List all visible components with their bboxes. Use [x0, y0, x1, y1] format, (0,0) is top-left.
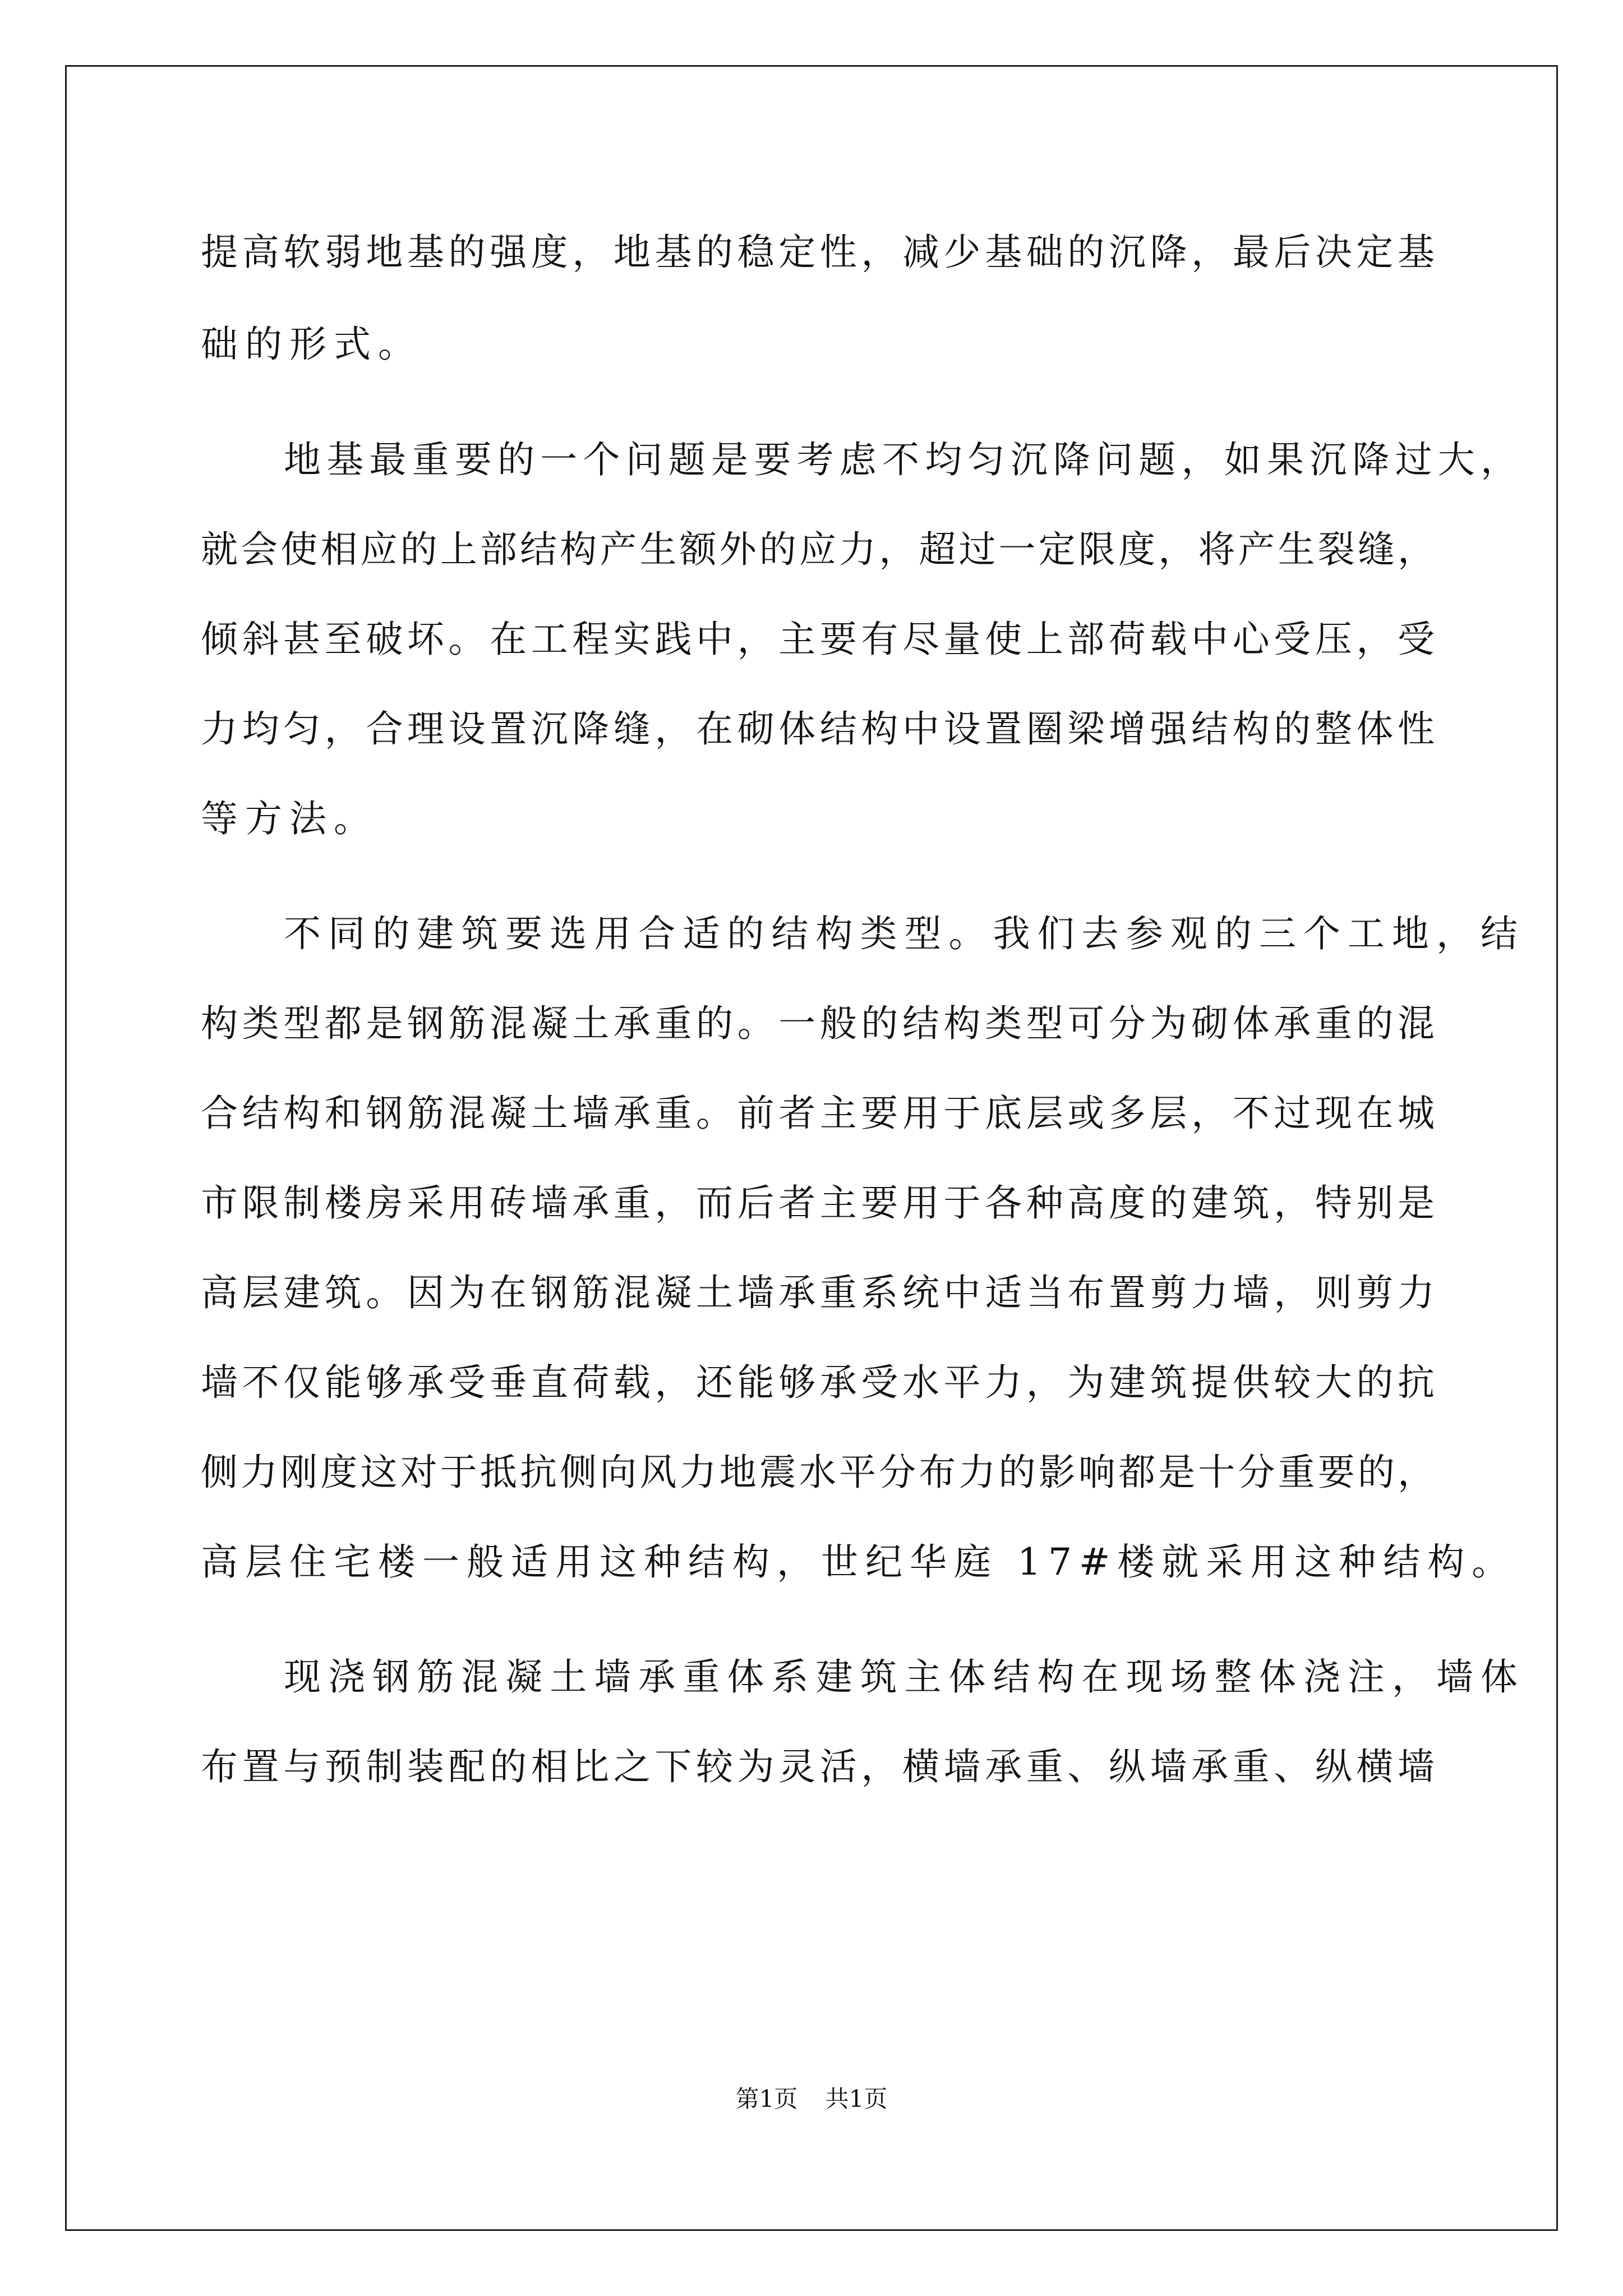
text-line-9: 构类型都是钢筋混凝土承重的。一般的结构类型可分为砌体承重的混: [201, 1002, 1435, 1045]
text-line-5: 倾斜甚至破坏。在工程实践中，主要有尽量使上部荷载中心受压，受: [201, 618, 1435, 661]
text-line-1: 提高软弱地基的强度，地基的稳定性，减少基础的沉降，最后决定基: [201, 231, 1435, 274]
text-line-2: 础的形式。: [201, 323, 422, 366]
text-line-17: 布置与预制装配的相比之下较为灵活，横墙承重、纵墙承重、纵横墙: [201, 1745, 1435, 1788]
text-line-12: 高层建筑。因为在钢筋混凝土墙承重系统中适当布置剪力墙，则剪力: [201, 1271, 1435, 1314]
text-line-11: 市限制楼房采用砖墙承重，而后者主要用于各种高度的建筑，特别是: [201, 1181, 1435, 1225]
text-line-14: 侧力刚度这对于抵抗侧向风力地震水平分布力的影响都是十分重要的，: [201, 1451, 1435, 1494]
page-footer: [65, 2082, 1558, 2116]
page-number: 第1页: [735, 2085, 798, 2113]
text-line-4: 就会使相应的上部结构产生额外的应力，超过一定限度，将产生裂缝，: [201, 528, 1435, 571]
text-line-8: 不同的建筑要选用合适的结构类型。我们去参观的三个工地，结: [284, 912, 1518, 955]
text-line-6: 力均匀，合理设置沉降缝，在砌体结构中设置圈梁增强结构的整体性: [201, 707, 1435, 751]
page-total: 共1页: [825, 2085, 888, 2113]
text-line-13: 墙不仅能够承受垂直荷载，还能够承受水平力，为建筑提供较大的抗: [201, 1361, 1435, 1404]
text-line-3: 地基最重要的一个问题是要考虑不均匀沉降问题，如果沉降过大，: [284, 438, 1518, 481]
text-line-15: 高层住宅楼一般适用这种结构，世纪华庭 17#楼就采用这种结构。: [201, 1540, 1516, 1584]
text-line-10: 合结构和钢筋混凝土墙承重。前者主要用于底层或多层，不过现在城: [201, 1092, 1435, 1135]
text-line-16: 现浇钢筋混凝土墙承重体系建筑主体结构在现场整体浇注，墙体: [284, 1655, 1518, 1699]
text-line-7: 等方法。: [201, 797, 378, 840]
